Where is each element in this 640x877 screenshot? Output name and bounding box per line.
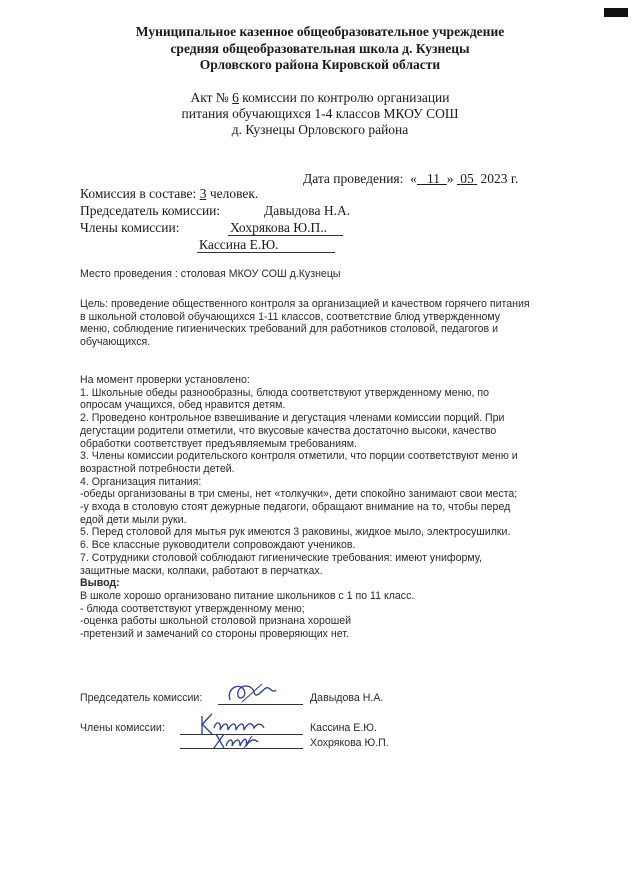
scan-corner-mark — [604, 8, 628, 17]
goal-line: в школьной столовой обучающихся 1-11 классов, соответствие блюд утвержденному — [80, 310, 501, 323]
date-row — [303, 171, 518, 187]
conclusion-line: -оценка работы школьной столовой признана хорошей — [80, 615, 352, 628]
findings-line: защитные маски, колпаки, работают в перчатках. — [80, 564, 323, 577]
findings-line: 6. Все классные руководители сопровождают учеников. — [80, 539, 356, 552]
chair-name: Давыдова Н.А. — [264, 203, 351, 218]
commission-composition: Комиссия в составе: 3 человек. — [80, 186, 259, 201]
goal-line: меню, соблюдение гигиенических требований для работников столовой, педагогов и — [80, 323, 499, 336]
date-day: 11 — [427, 171, 441, 186]
chair-label: Председатель комиссии: — [80, 203, 221, 218]
date-open-quote: « — [410, 171, 417, 186]
findings-line: едой дети мыли руки. — [80, 513, 187, 526]
goal-block — [80, 298, 580, 349]
act-title-line-2: питания обучающихся 1-4 классов МКОУ СОШ — [181, 106, 459, 121]
findings-line: -обеды организованы в три смены, нет «толкучки», дети спокойно занимают свои места; — [80, 488, 518, 501]
conclusion-title: Вывод: — [80, 577, 120, 590]
findings-line: 3. Члены комиссии родительского контроля отметили, что порции соответствуют меню и — [80, 450, 518, 463]
sig-chair-name: Давыдова Н.А. — [310, 692, 384, 704]
act-title-rest: комиссии по контролю организации — [242, 90, 450, 105]
findings-line: возрастной потребности детей. — [80, 462, 235, 475]
member-2-signature — [210, 728, 270, 756]
members-label: Члены комиссии: — [80, 220, 180, 235]
place-line: Место проведения : столовая МКОУ СОШ д.Кузнецы — [80, 268, 341, 280]
act-number: 6 — [232, 90, 239, 105]
sig-member-2-name: Хохрякова Ю.П. — [310, 737, 389, 749]
member-1-name: Хохрякова Ю.П.. — [230, 220, 327, 235]
school-name-line-2: средняя общеобразовательная школа д. Кузнецы — [170, 41, 470, 56]
goal-line: Цель: проведение общественного контроля за организацией и качеством горячего питания — [80, 298, 530, 310]
date-month: 05 — [460, 171, 474, 186]
findings-line: обработки соответствует предъявляемым требованиям. — [80, 437, 357, 450]
member-2-name: Кассина Е.Ю. — [199, 237, 279, 252]
conclusion-line: -претензий и замечаний со стороны проверяющих нет. — [80, 628, 349, 641]
act-title-line-1 — [0, 90, 640, 106]
findings-line: дегустации родители отметили, что вкусовые качества достаточно высоки, качество — [80, 424, 497, 437]
school-name-line-1: Муниципальное казенное общеобразовательное учреждение — [135, 24, 505, 39]
commission-chair-row — [80, 203, 220, 219]
findings-line: опросам учащихся, обед нравится детям. — [80, 399, 286, 412]
findings-line: 7. Сотрудники столовой соблюдают гигиенические требования: имеют униформу, — [80, 551, 482, 564]
goal-line: обучающихся. — [80, 336, 151, 349]
findings-line: 5. Перед столовой для мытья рук имеются 3 раковины, жидкое мыло, электросушилки. — [80, 526, 511, 539]
commission-count: 3 — [199, 186, 207, 201]
sig-members-label: Члены комиссии: — [80, 722, 165, 734]
findings-block — [80, 374, 580, 641]
date-close-quote: » — [446, 171, 454, 186]
act-prefix: Акт № — [190, 90, 229, 105]
chair-signature — [222, 678, 282, 708]
findings-line: -у входа в столовую стоят дежурные педагоги, обращают внимание на то, чтобы перед — [80, 501, 511, 514]
date-year: 2023 г. — [480, 171, 519, 186]
act-title-line-3: д. Кузнецы Орловского района — [231, 122, 409, 137]
school-name-line-3: Орловского района Кировской области — [199, 57, 441, 72]
sig-member-1-name: Кассина Е.Ю. — [310, 722, 377, 734]
conclusion-line: В школе хорошо организовано питание школьников с 1 по 11 класс. — [80, 589, 415, 602]
sig-chair-label: Председатель комиссии: — [80, 692, 203, 704]
date-label: Дата проведения: — [303, 171, 404, 186]
findings-line: 1. Школьные обеды разнообразны, блюда соответствуют утвержденному меню, по — [80, 386, 490, 399]
findings-line: 2. Проведено контрольное взвешивание и дегустация членами комиссии порций. При — [80, 412, 505, 425]
conclusion-line: - блюда соответствуют утвержденному меню; — [80, 602, 305, 615]
findings-line: На момент проверки установлено: — [80, 374, 250, 386]
findings-line: 4. Организация питания: — [80, 475, 202, 488]
